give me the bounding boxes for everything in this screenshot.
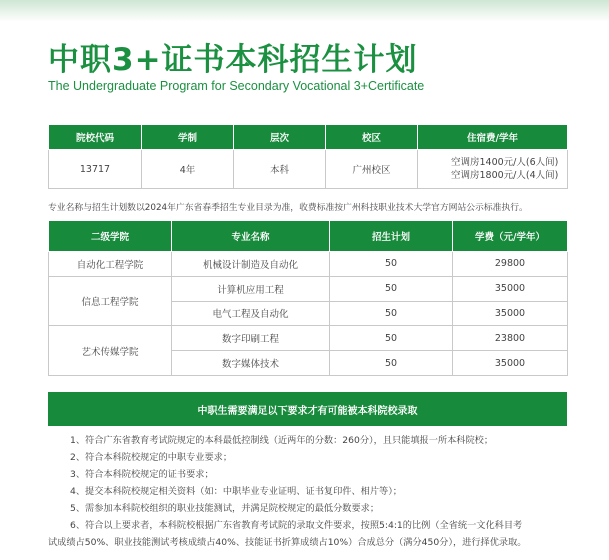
table-row [49,276,568,301]
majors-table [48,221,568,376]
header-campus: 校区 [326,125,418,150]
tuition-cell: 35000 [453,276,568,301]
dorm-fee-cell [418,150,568,189]
table-header-row [49,221,568,252]
header-plan: 招生计划 [330,221,453,252]
plan-cell: 50 [330,276,453,301]
header-college: 二级学院 [49,221,172,252]
table-row [49,150,568,189]
requirement-item: 2、符合本科院校规定的中职专业要求； [70,452,233,463]
dorm-fee-6-person: 空调房1400元/人(6人间) [451,157,559,168]
plan-cell: 50 [330,252,453,277]
requirement-item: 5、需参加本科院校组织的职业技能测试，并满足院校规定的最低分数要求； [70,503,380,514]
college-cell: 自动化工程学院 [49,252,172,277]
plan-cell: 50 [330,326,453,351]
header-duration: 学制 [142,125,234,150]
page-subtitle: The Undergraduate Program for Secondary Vocational 3+Certificate [48,79,425,93]
requirements-list [48,432,573,551]
dorm-fee-4-person: 空调房1800元/人(4人间) [451,170,559,181]
plan-cell: 50 [330,301,453,326]
header-level: 层次 [234,125,326,150]
school-info-table [48,125,568,189]
table-header-row [49,125,568,150]
major-cell: 电气工程及自动化 [172,301,330,326]
major-cell: 数字媒体技术 [172,351,330,376]
header-dorm-fee: 住宿费/学年 [418,125,568,150]
college-cell: 信息工程学院 [49,276,172,326]
college-cell: 艺术传媒学院 [49,326,172,376]
requirement-item: 4、提交本科院校规定相关资料（如：中职毕业专业证明、证书复印件、相片等）； [70,486,402,497]
duration-cell: 4年 [142,150,234,189]
top-gradient-band [0,0,609,22]
requirement-item: 3、符合本科院校规定的证书要求； [70,469,214,480]
header-tuition: 学费（元/学年） [453,221,568,252]
school-code-cell: 13717 [49,150,142,189]
requirements-banner: 中职生需要满足以下要求才有可能被本科院校录取 [48,392,567,426]
fee-note: 专业名称与招生计划数以2024年广东省春季招生专业目录为准，收费标准按广州科技职业技术大学官方网站公示标准执行。 [48,203,528,213]
requirement-item: 6、符合以上要求者，本科院校根据广东省教育考试院的录取文件要求，按照5:4:1的比例（全省统一文化科目考 [70,520,523,531]
requirement-item: 1、符合广东省教育考试院规定的本科最低控制线（近两年的分数：260分），且只能填报一所本科院校； [70,435,494,446]
tuition-cell: 35000 [453,301,568,326]
header-major: 专业名称 [172,221,330,252]
table-row [49,326,568,351]
major-cell: 数字印刷工程 [172,326,330,351]
plan-cell: 50 [330,351,453,376]
major-cell: 机械设计制造及自动化 [172,252,330,277]
campus-cell: 广州校区 [326,150,418,189]
major-cell: 计算机应用工程 [172,276,330,301]
table-row [49,252,568,277]
requirement-item-continued: 试成绩占50%、职业技能测试考核成绩占40%、技能证书折算成绩占10%）合成总分（满分450分），进行择优录取。 [48,537,527,548]
tuition-cell: 29800 [453,252,568,277]
page-title: 中职3+证书本科招生计划 [48,42,418,78]
level-cell: 本科 [234,150,326,189]
tuition-cell: 23800 [453,326,568,351]
tuition-cell: 35000 [453,351,568,376]
header-school-code: 院校代码 [49,125,142,150]
